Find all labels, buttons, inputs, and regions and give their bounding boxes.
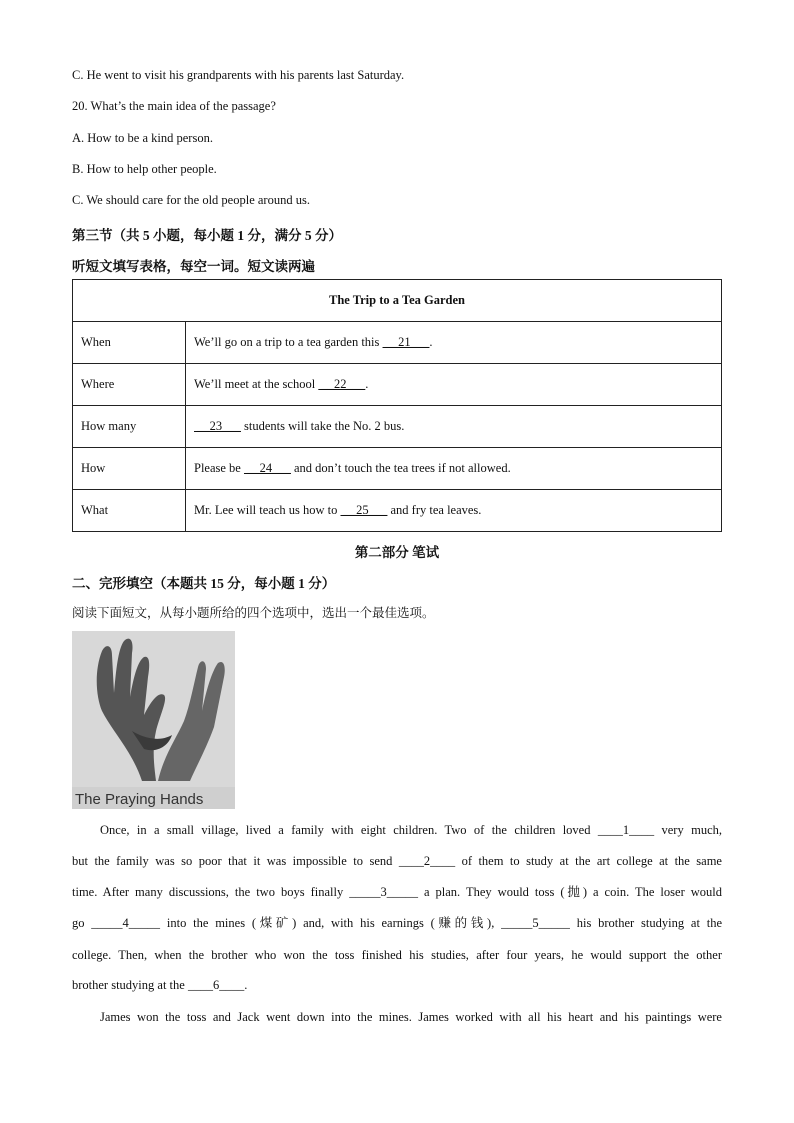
passage-line: go _____4_____ into the mines (煤矿) and, with his earnings (赚的钱), _____5_____ his brother studying at the	[72, 916, 722, 931]
answer-blank-22[interactable]: __22___	[318, 377, 366, 391]
answer-blank-24[interactable]: __24___	[243, 461, 291, 475]
option-19c: C. He went to visit his grandparents with his parents last Saturday.	[72, 68, 405, 82]
passage-line-last: brother studying at the ____6____.	[72, 978, 248, 992]
row-label: How many	[73, 406, 186, 448]
cloze-paragraph-1-cont	[72, 846, 722, 971]
passage-line: college. Then, when the brother who won the toss finished his studies, after four years, he would support the other	[72, 947, 722, 962]
table-row	[73, 406, 722, 448]
table-title-row	[73, 280, 722, 322]
passage-line: but the family was so poor that it was impossible to send ____2____ of them to study at the art college at the same	[72, 854, 722, 868]
cloze-paragraph-2	[72, 1002, 722, 1033]
row-label: How	[73, 448, 186, 490]
option-20b: B. How to help other people.	[72, 162, 217, 176]
row-label: Where	[73, 364, 186, 406]
section3-heading: 第三节（共 5 小题，每小题 1 分，满分 5 分）	[72, 228, 342, 243]
table-row	[73, 448, 722, 490]
row-content: We’ll go on a trip to a tea garden this __21___.	[186, 322, 722, 364]
row-content: Mr. Lee will teach us how to __25___ and fry tea leaves.	[186, 490, 722, 532]
row-content: We’ll meet at the school __22___.	[186, 364, 722, 406]
option-20c: C. We should care for the old people around us.	[72, 193, 310, 207]
row-content: Please be __24___ and don’t touch the tea trees if not allowed.	[186, 448, 722, 490]
answer-blank-23[interactable]: __23___	[194, 419, 241, 433]
cloze-section-title: 二、完形填空（本题共 15 分，每小题 1 分）	[72, 576, 336, 591]
cloze-paragraph-1	[72, 815, 722, 846]
answer-blank-21[interactable]: __21___	[382, 335, 430, 349]
row-label: When	[73, 322, 186, 364]
row-content: __23___ students will take the No. 2 bus.	[186, 406, 722, 448]
praying-hands-illustration	[72, 631, 235, 809]
passage-line: James won the toss and Jack went down into the mines. James worked with all his heart and his paintings were	[100, 1010, 722, 1024]
question-20: 20. What’s the main idea of the passage?	[72, 99, 276, 113]
cloze-instruction: 阅读下面短文，从每小题所给的四个选项中，选出一个最佳选项。	[72, 606, 435, 620]
table-row	[73, 364, 722, 406]
image-caption: The Praying Hands	[75, 791, 204, 808]
table-row	[73, 322, 722, 364]
tea-garden-table	[72, 279, 722, 532]
praying-hands-image	[72, 631, 235, 809]
answer-blank-25[interactable]: __25___	[340, 503, 388, 517]
passage-line: Once, in a small village, lived a family with eight children. Two of the children loved ____1____ very much,	[100, 823, 722, 837]
part2-heading: 第二部分 笔试	[354, 545, 440, 560]
table-title: The Trip to a Tea Garden	[73, 280, 722, 322]
passage-line: time. After many discussions, the two boys finally _____3_____ a plan. They would toss (抛) a coin. The loser would	[72, 885, 722, 900]
row-label: What	[73, 490, 186, 532]
table-row	[73, 490, 722, 532]
option-20a: A. How to be a kind person.	[72, 131, 213, 145]
section3-instruction: 听短文填写表格，每空一词。短文读两遍	[72, 259, 315, 274]
